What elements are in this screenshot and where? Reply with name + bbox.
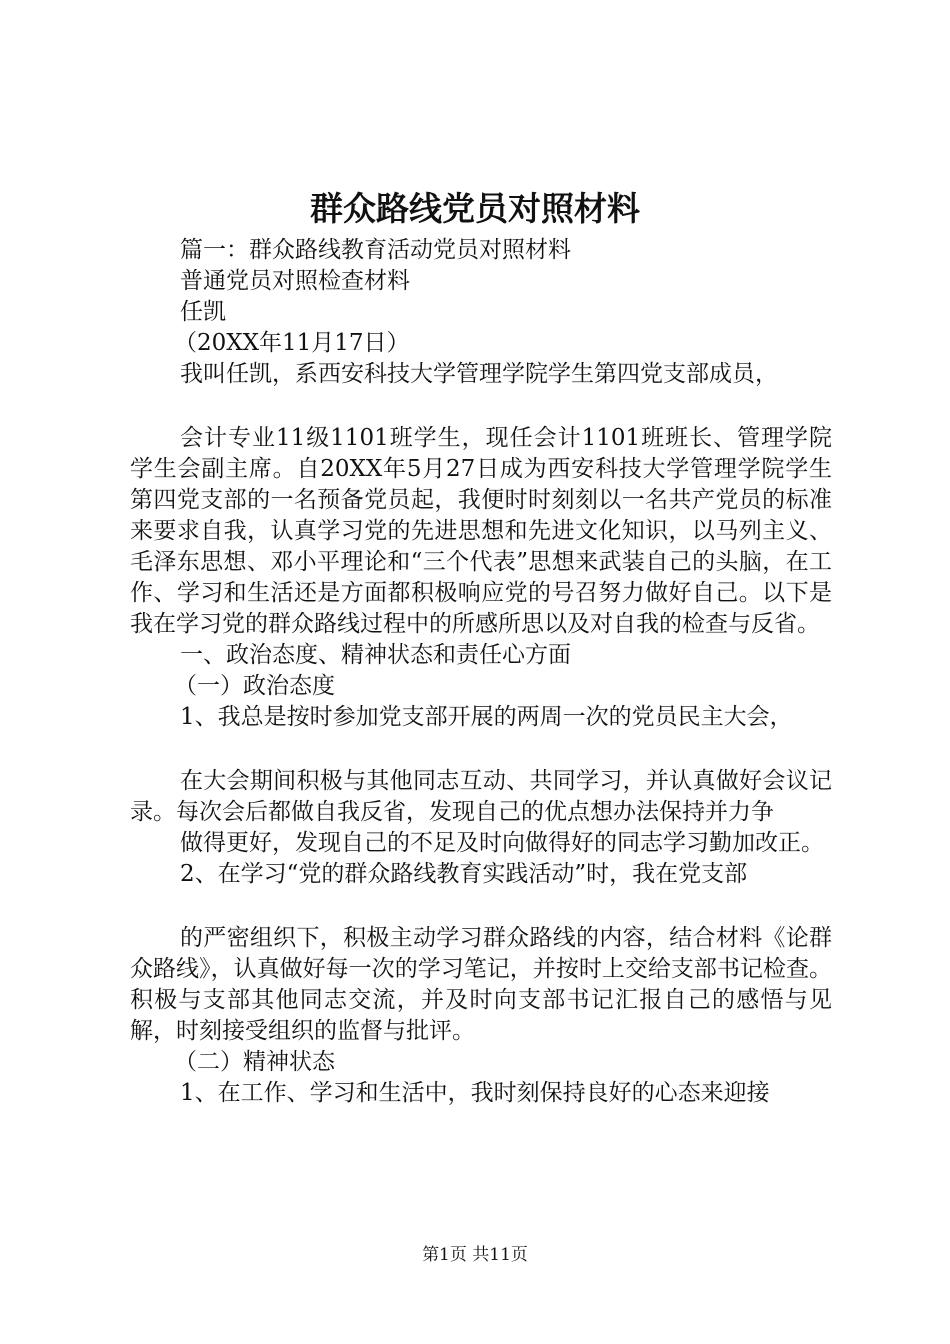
paragraph-gap xyxy=(130,733,832,766)
subsection-heading: （二）精神状态 xyxy=(174,1049,335,1075)
intro-line: 我叫任凯，系西安科技大学管理学院学生第四党支部成员， xyxy=(180,361,778,387)
document-date: （20XX年11月17日） xyxy=(174,330,410,356)
paragraph-gap xyxy=(130,390,832,423)
subtitle: 普通党员对照检查材料 xyxy=(180,268,410,294)
paragraph: 会计专业11级1101班学生，现任会计1101班班长、管理学院学生会副主席。自20XX年5月27日成为西安科技大学管理学院学生第四党支部的一名预备党员起，我便时时刻刻以一名共产党员的标准来要求自我，认真学习党的先进思想和先进文化知识，以马列主义、毛泽东思想、邓小平理论和“三个代表”思想来武装自己的头脑，在工作、学习和生活还是方面都积极响应党的号召努力做好自己。以下是我在学习党的群众路线过程中的所感所思以及对自我的检查与反省。 xyxy=(130,425,832,637)
paragraph: 的严密组织下，积极主动学习群众路线的内容，结合材料《论群众路线》，认真做好每一次的学习笔记，并按时上交给支部书记检查。积极与支部其他同志交流，并及时向支部书记汇报自己的感悟与见解，时刻接受组织的监督与批评。 xyxy=(130,925,832,1044)
author-name: 任凯 xyxy=(180,299,226,325)
paragraph: 做得更好，发现自己的不足及时向做得好的同志学习勤加改正。 xyxy=(180,830,824,856)
section-heading: 篇一：群众路线教育活动党员对照材料 xyxy=(180,237,571,263)
list-item: 1、我总是按时参加党支部开展的两周一次的党员民主大会， xyxy=(180,704,793,730)
document-body xyxy=(130,235,832,1109)
list-item: 2、在学习“党的群众路线教育实践活动”时，我在党支部 xyxy=(180,861,748,887)
list-item: 1、在工作、学习和生活中，我时刻保持良好的心态来迎接 xyxy=(180,1080,770,1106)
document-title: 群众路线党员对照材料 xyxy=(310,189,640,228)
page-footer: 第1页 共11页 xyxy=(422,1245,528,1265)
subsection-heading: （一）政治态度 xyxy=(174,673,335,699)
paragraph-gap xyxy=(130,890,832,923)
paragraph: 在大会期间积极与其他同志互动、共同学习，并认真做好会议记录。每次会后都做自我反省，发现自己的优点想办法保持并力争 xyxy=(130,768,832,825)
section-heading: 一、政治态度、精神状态和责任心方面 xyxy=(180,642,571,668)
